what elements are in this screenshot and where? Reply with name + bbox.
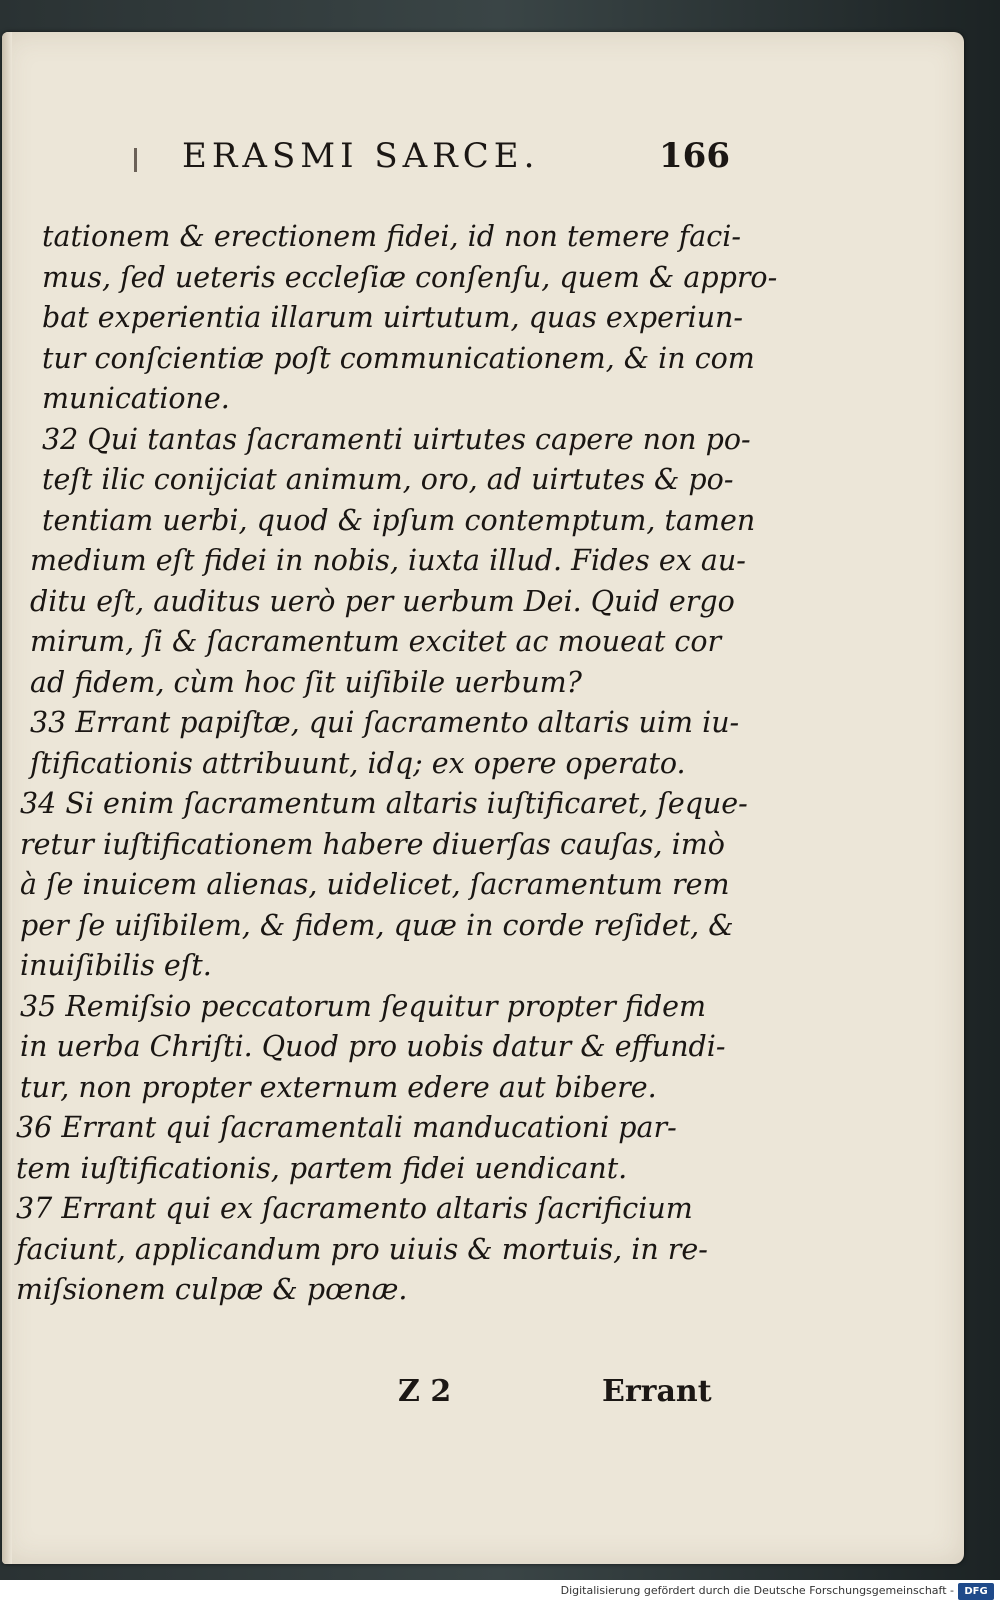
text-line: tationem & erectionem fidei, id non temere faci-	[42, 220, 741, 253]
text-line: tem iuſtificationis, partem fidei uendicant.	[16, 1151, 628, 1185]
text-line: tur, non propter externum edere aut bibere.	[20, 1070, 657, 1104]
ink-mark	[134, 148, 137, 172]
text-line: teſt ilic conijciat animum, oro, ad uirtutes & po-	[42, 463, 734, 496]
text-line: per ſe uiſibilem, & fidem, quæ in corde reſidet, &	[20, 908, 734, 942]
running-title: ERASMI SARCE.	[182, 136, 540, 176]
text-line: faciunt, applicandum pro uiuis & mortuis, in re-	[16, 1232, 708, 1266]
text-line: medium eſt fidei in nobis, iuxta illud. Fides ex au-	[30, 544, 746, 577]
text-line: mirum, ſi & ſacramentum excitet ac moueat cor	[30, 625, 722, 658]
text-line: 33 Errant papiſtæ, qui ſacramento altaris uim iu-	[30, 706, 740, 739]
digitization-footer	[0, 1580, 1000, 1604]
funding-credit: Digitalisierung gefördert durch die Deutsche Forschungsgemeinschaft -	[560, 1584, 954, 1597]
text-line: municatione.	[42, 382, 230, 415]
page-gutter	[2, 32, 12, 1564]
page-footer-line	[2, 1374, 964, 1424]
text-line: 36 Errant qui ſacramentali manducationi par-	[16, 1111, 677, 1144]
catchword: Errant	[602, 1374, 712, 1409]
text-line: ſtificationis attribuunt, idq; ex opere operato.	[30, 746, 686, 780]
book-page	[2, 32, 964, 1564]
text-line: ditu eſt, auditus uerò per uerbum Dei. Quid ergo	[30, 584, 735, 618]
text-line: 35 Remiſsio peccatorum ſequitur propter fidem	[20, 989, 707, 1023]
page-number: 166	[659, 136, 730, 176]
text-line: inuiſibilis eſt.	[20, 949, 212, 982]
dfg-logo: DFG	[958, 1583, 994, 1600]
text-line: retur iuſtificationem habere diuerſas cauſas, imò	[20, 827, 725, 861]
text-line: ad fidem, cùm hoc ſit uiſibile uerbum?	[30, 665, 582, 699]
text-line: mus, ſed ueteris eccleſiæ conſenſu, quem & appro-	[42, 260, 778, 294]
text-line: 32 Qui tantas ſacramenti uirtutes capere non po-	[42, 422, 751, 456]
text-line: bat experientia illarum uirtutum, quas experiun-	[42, 301, 744, 334]
page-body	[16, 217, 778, 1311]
text-line: miſsionem culpæ & pœnæ.	[16, 1273, 408, 1306]
text-line: 37 Errant qui ex ſacramento altaris ſacrificium	[16, 1192, 693, 1225]
signature-mark: Z 2	[398, 1374, 452, 1409]
text-line: tur conſcientiæ poſt communicationem, & in com	[42, 341, 755, 375]
text-line: 34 Si enim ſacramentum altaris iuſtificaret, ſeque-	[20, 787, 748, 820]
running-head	[2, 136, 964, 196]
text-line: in uerba Chriſti. Quod pro uobis datur & effundi-	[20, 1030, 726, 1063]
text-line: tentiam uerbi, quod & ipſum contemptum, tamen	[42, 503, 756, 537]
text-line: à ſe inuicem alienas, uidelicet, ſacramentum rem	[20, 868, 730, 901]
